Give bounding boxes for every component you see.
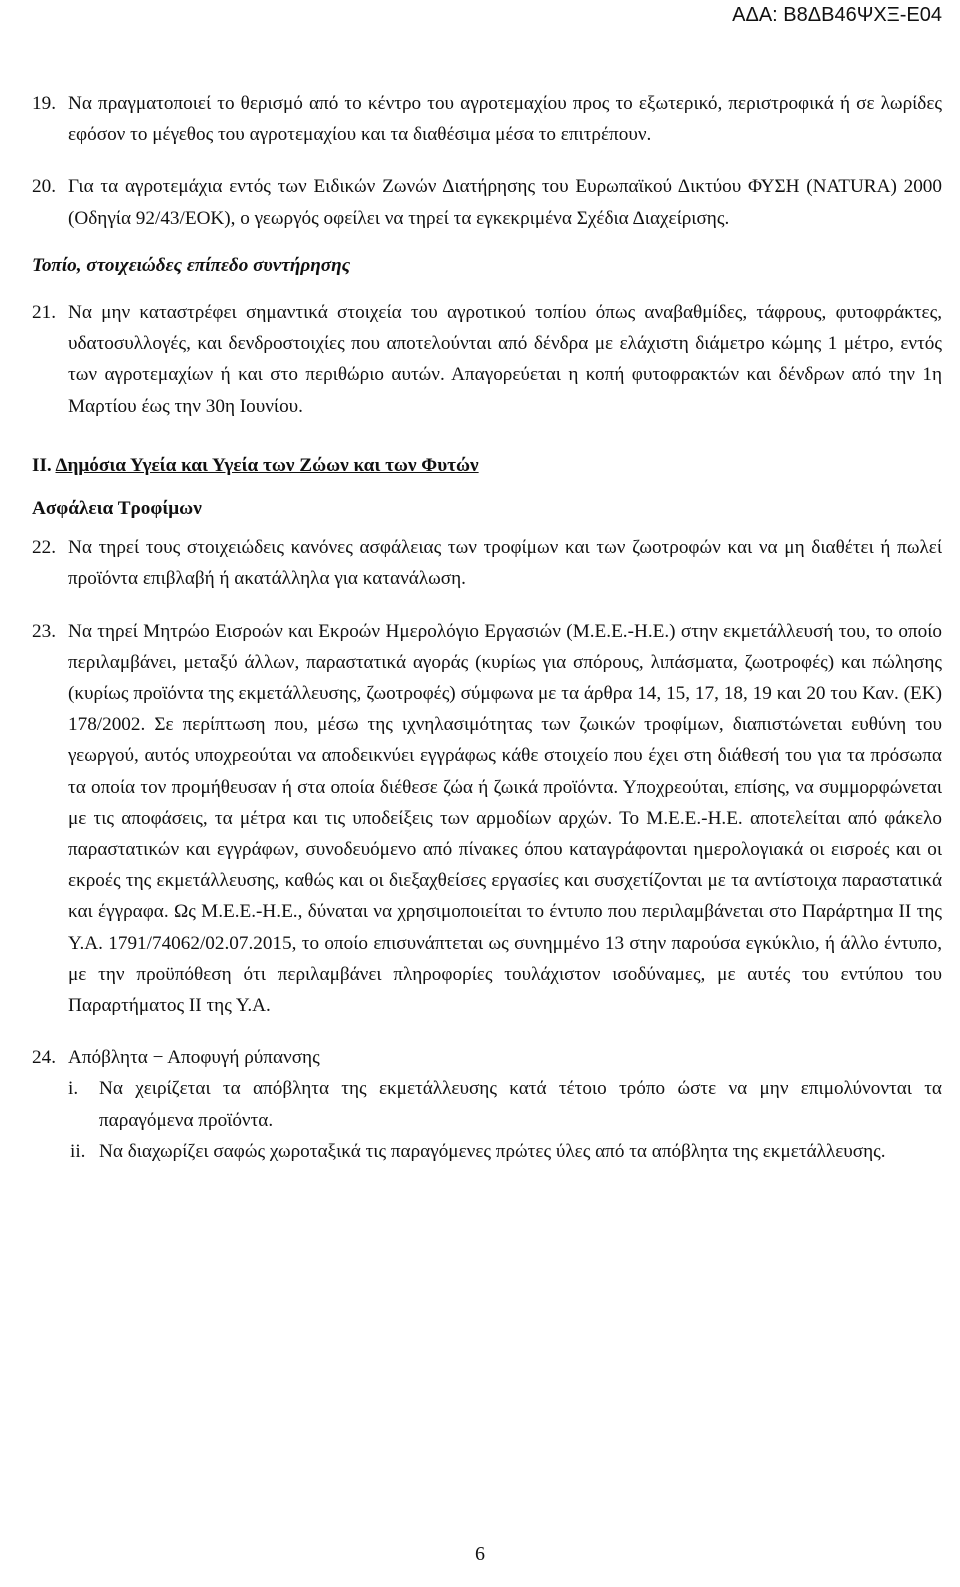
item-text: Για τα αγροτεμάχια εντός των Ειδικών Ζωνών Διατήρησης του Ευρωπαϊκού Δικτύου ΦΥΣΗ (NATURA) 2000 (Οδηγία 92/43/ΕΟΚ), ο γεωργός οφείλει να τηρεί τα εγκεκριμένα Σχέδια Διαχείρισης. (68, 176, 942, 229)
item-number: 24. (32, 1047, 56, 1069)
item-20 (32, 171, 942, 233)
section-heading (32, 450, 942, 481)
item-21 (32, 297, 942, 422)
sub-item-i (32, 1073, 942, 1135)
document-body (32, 88, 942, 1167)
item-text: Απόβλητα − Αποφυγή ρύπανσης (68, 1047, 320, 1069)
item-23 (32, 616, 942, 1022)
item-24 (32, 1042, 942, 1073)
item-number: 19. (32, 93, 56, 114)
sub-item-number: i. (68, 1078, 79, 1100)
sub-item-number: ii. (70, 1140, 86, 1162)
item-number: 20. (32, 176, 56, 198)
item-19 (32, 88, 942, 150)
food-safety-heading: Ασφάλεια Τροφίμων (32, 498, 202, 520)
section-title: Δημόσια Υγεία και Υγεία των Ζώων και των Φυτών (55, 454, 479, 476)
item-text: Να πραγματοποιεί το θερισμό από το κέντρο του αγροτεμαχίου προς το εξωτερικό, περιστροφικά ή σε λωρίδες εφόσον το μέγεθος του αγροτεμαχίου και τα διαθέσιμα μέσα το επιτρέπουν. (68, 93, 942, 146)
item-text: Να τηρεί τους στοιχειώδεις κανόνες ασφάλειας των τροφίμων και των ζωοτροφών και να μη διαθέτει ή πωλεί προϊόντα επιβλαβή ή ακατάλληλα για κατανάλωση. (68, 537, 942, 590)
sub-item-ii (32, 1136, 942, 1167)
item-number: 23. (32, 620, 56, 642)
item-number: 22. (32, 537, 56, 559)
section-number: ΙΙ. (32, 454, 52, 476)
item-text: Να μην καταστρέφει σημαντικά στοιχεία του αγροτικού τοπίου όπως αναβαθμίδες, τάφρους, φυτοφράκτες, υδατοσυλλογές, και δενδροστοιχίες που αποτελούνται από δένδρα με ελάχιστη διάμετρο κώμης 1 μέτρο, εντός των αγροτεμαχίων ή και στο περιθώριο αυτών. Απαγορεύεται η κοπή φυτοφρακτών και δένδρων από την 1η Μαρτίου έως την 30η Ιουνίου. (68, 302, 942, 417)
sub-item-text: Να διαχωρίζει σαφώς χωροταξικά τις παραγόμενες πρώτες ύλες από τα απόβλητα της εκμετάλλευσης. (99, 1140, 886, 1162)
item-text: Να τηρεί Μητρώο Εισροών και Εκροών Ημερολόγιο Εργασιών (Μ.Ε.Ε.-Η.Ε.) στην εκμετάλλευσή του, το οποίο περιλαμβάνει, μεταξύ άλλων, παραστατικά αγοράς (κυρίως για σπόρους, λιπάσματα, ζωοτροφές) και πώλησης (κυρίως προϊόντα της εκμετάλλευσης, ζωοτροφές) σύμφωνα με τα άρθρα 14, 15, 17, 18, 19 και 20 του Καν. (ΕΚ) 178/2002. Σε περίπτωση που, μέσω της ιχνηλασιμότητας των ζωικών τροφίμων, διαπιστώνεται ευθύνη του γεωργού, αυτός υποχρεούται να αποδεικνύει εγγράφως κάθε στοιχείο που έχει στη διάθεσή του για τα πρόσωπα τα οποία τον προμήθευσαν ή στα οποία διέθεσε ζώα ή ζωικά προϊόντα. Υποχρεούται, επίσης, να συμμορφώνεται με τις αποφάσεις, τα μέτρα και τις υποδείξεις των αρμοδίων αρχών. Το Μ.Ε.Ε.-Η.Ε. αποτελείται από φάκελο παραστατικών και εγγράφων, συνοδευόμενο από πίνακες όπου καταγράφονται ημερολογιακά οι εισροές και οι εκροές της εκμετάλλευσης, καθώς και οι διεξαχθείσες εργασίες και συσχετίζονται με τα αντίστοιχα παραστατικά και έγγραφα. Ως Μ.Ε.Ε.-Η.Ε., δύναται να χρησιμοποιείται το έντυπο που περιλαμβάνεται στο Παράρτημα ΙΙ της Υ.Α. 1791/74062/02.07.2015, το οποίο επισυνάπτεται ως συνημμένο 13 στην παρούσα εγκύκλιο, ή άλλο έντυπο, με την προϋπόθεση ότι περιλαμβάνει πληροφορίες τουλάχιστον ισοδύναμες, με αυτές του εντύπου του Παραρτήματος ΙΙ της Υ.Α. (68, 620, 942, 1017)
item-22 (32, 532, 942, 594)
page-number: 6 (475, 1543, 485, 1565)
landscape-heading: Τοπίο, στοιχειώδες επίπεδο συντήρησης (32, 254, 351, 276)
ada-code: ΑΔΑ: Β8ΔΒ46ΨΧΞ-Ε04 (732, 4, 942, 26)
sub-item-text: Να χειρίζεται τα απόβλητα της εκμετάλλευσης κατά τέτοιο τρόπο ώστε να μην επιμολύνονται τα παραγόμενα προϊόντα. (99, 1078, 942, 1131)
item-number: 21. (32, 302, 56, 324)
